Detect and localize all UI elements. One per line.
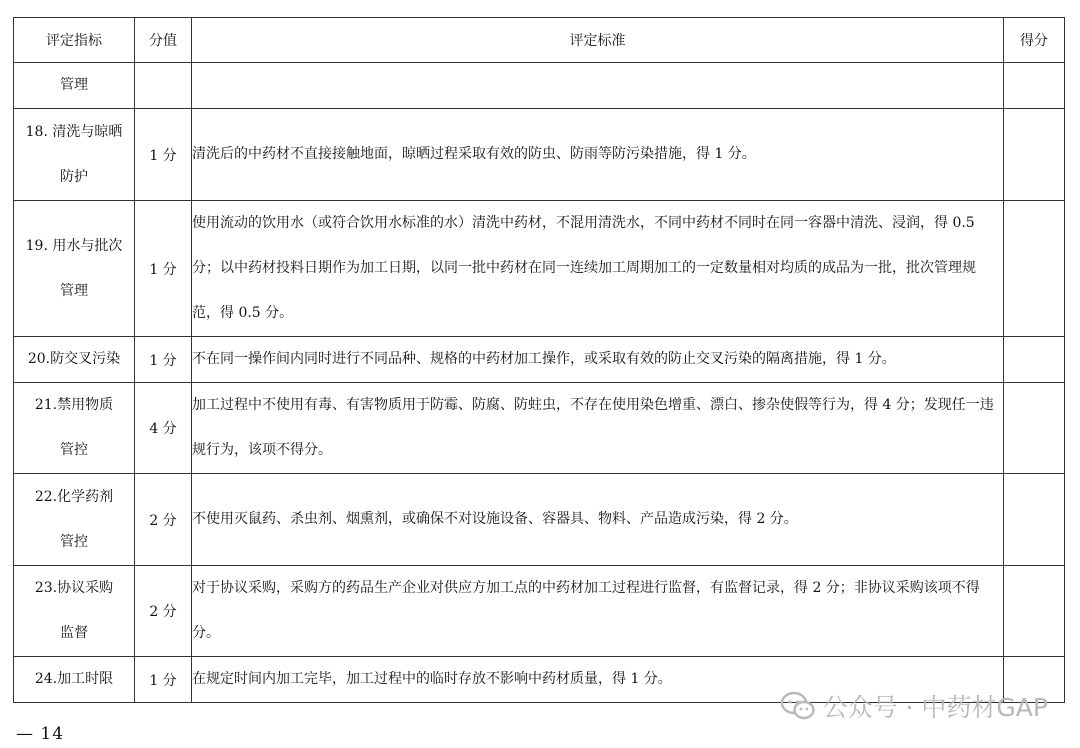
earned-cell [1004,109,1065,201]
header-earned: 得分 [1004,18,1065,63]
indicator-line: 18. 清洗与晾晒 [25,123,123,140]
header-criteria: 评定标准 [192,18,1004,63]
indicator-cell [14,566,135,657]
header-score: 分值 [135,18,192,63]
table-row [14,63,1065,109]
page-number: — 14 [16,724,65,744]
indicator-cell [14,383,135,474]
evaluation-table [13,17,1065,703]
criteria-cell: 清洗后的中药材不直接接触地面，晾晒过程采取有效的防虫、防雨等防污染措施，得 1 分。 [192,109,1004,201]
table-row [14,201,1065,337]
indicator-cell [14,657,135,703]
table-row [14,474,1065,566]
table-header-row [14,18,1065,63]
score-cell: 1 分 [135,657,192,703]
criteria-cell: 不在同一操作间内同时进行不同品种、规格的中药材加工操作，或采取有效的防止交叉污染的隔离措施，得 1 分。 [192,337,1004,383]
criteria-cell: 在规定时间内加工完毕，加工过程中的临时存放不影响中药材质量，得 1 分。 [192,657,1004,703]
indicator-cell [14,201,135,337]
indicator-line: 24.加工时限 [34,671,114,687]
table-row [14,109,1065,201]
indicator-line: 19. 用水与批次 [25,237,123,254]
criteria-cell: 加工过程中不使用有毒、有害物质用于防霉、防腐、防蛀虫，不存在使用染色增重、漂白、掺杂使假等行为，得 4 分；发现任一违规行为，该项不得分。 [192,383,1004,474]
indicator-line: 监督 [60,625,88,641]
indicator-line: 管理 [60,77,88,93]
watermark-text: 公众号 · 中药材GAP [822,693,1048,722]
table-row [14,337,1065,383]
score-cell: 2 分 [135,566,192,657]
earned-cell [1004,337,1065,383]
score-cell: 2 分 [135,474,192,566]
indicator-line: 管理 [60,282,88,299]
score-cell [135,63,192,109]
indicator-cell [14,474,135,566]
indicator-cell [14,109,135,201]
score-cell: 4 分 [135,383,192,474]
score-cell: 1 分 [135,201,192,337]
indicator-line: 管控 [60,533,88,550]
indicator-line: 防护 [60,168,88,185]
indicator-cell [14,337,135,383]
score-cell: 1 分 [135,337,192,383]
table-row [14,566,1065,657]
indicator-cell [14,63,135,109]
criteria-cell: 不使用灭鼠药、杀虫剂、烟熏剂，或确保不对设施设备、容器具、物料、产品造成污染，得 2 分。 [192,474,1004,566]
earned-cell [1004,63,1065,109]
watermark [781,688,1048,724]
criteria-cell [192,63,1004,109]
indicator-line: 20.防交叉污染 [27,351,121,367]
earned-cell [1004,201,1065,337]
table-row [14,383,1065,474]
criteria-cell: 对于协议采购，采购方的药品生产企业对供应方加工点的中药材加工过程进行监督，有监督记录，得 2 分；非协议采购该项不得分。 [192,566,1004,657]
indicator-line: 管控 [60,442,88,458]
criteria-cell: 使用流动的饮用水（或符合饮用水标准的水）清洗中药材，不混用清洗水，不同中药材不同时在同一容器中清洗、浸润，得 0.5 分；以中药材投料日期作为加工日期，以同一批中药材在同一连续加工周期加工的一定数量相对均质的成品为一批，批次管理规范，得 0.5 分。 [192,201,1004,337]
wechat-icon [781,691,815,721]
earned-cell [1004,474,1065,566]
indicator-line: 21.禁用物质 [34,397,114,413]
earned-cell [1004,566,1065,657]
indicator-line: 22.化学药剂 [34,488,114,505]
header-indicator: 评定指标 [14,18,135,63]
indicator-line: 23.协议采购 [34,580,114,596]
earned-cell [1004,383,1065,474]
score-cell: 1 分 [135,109,192,201]
